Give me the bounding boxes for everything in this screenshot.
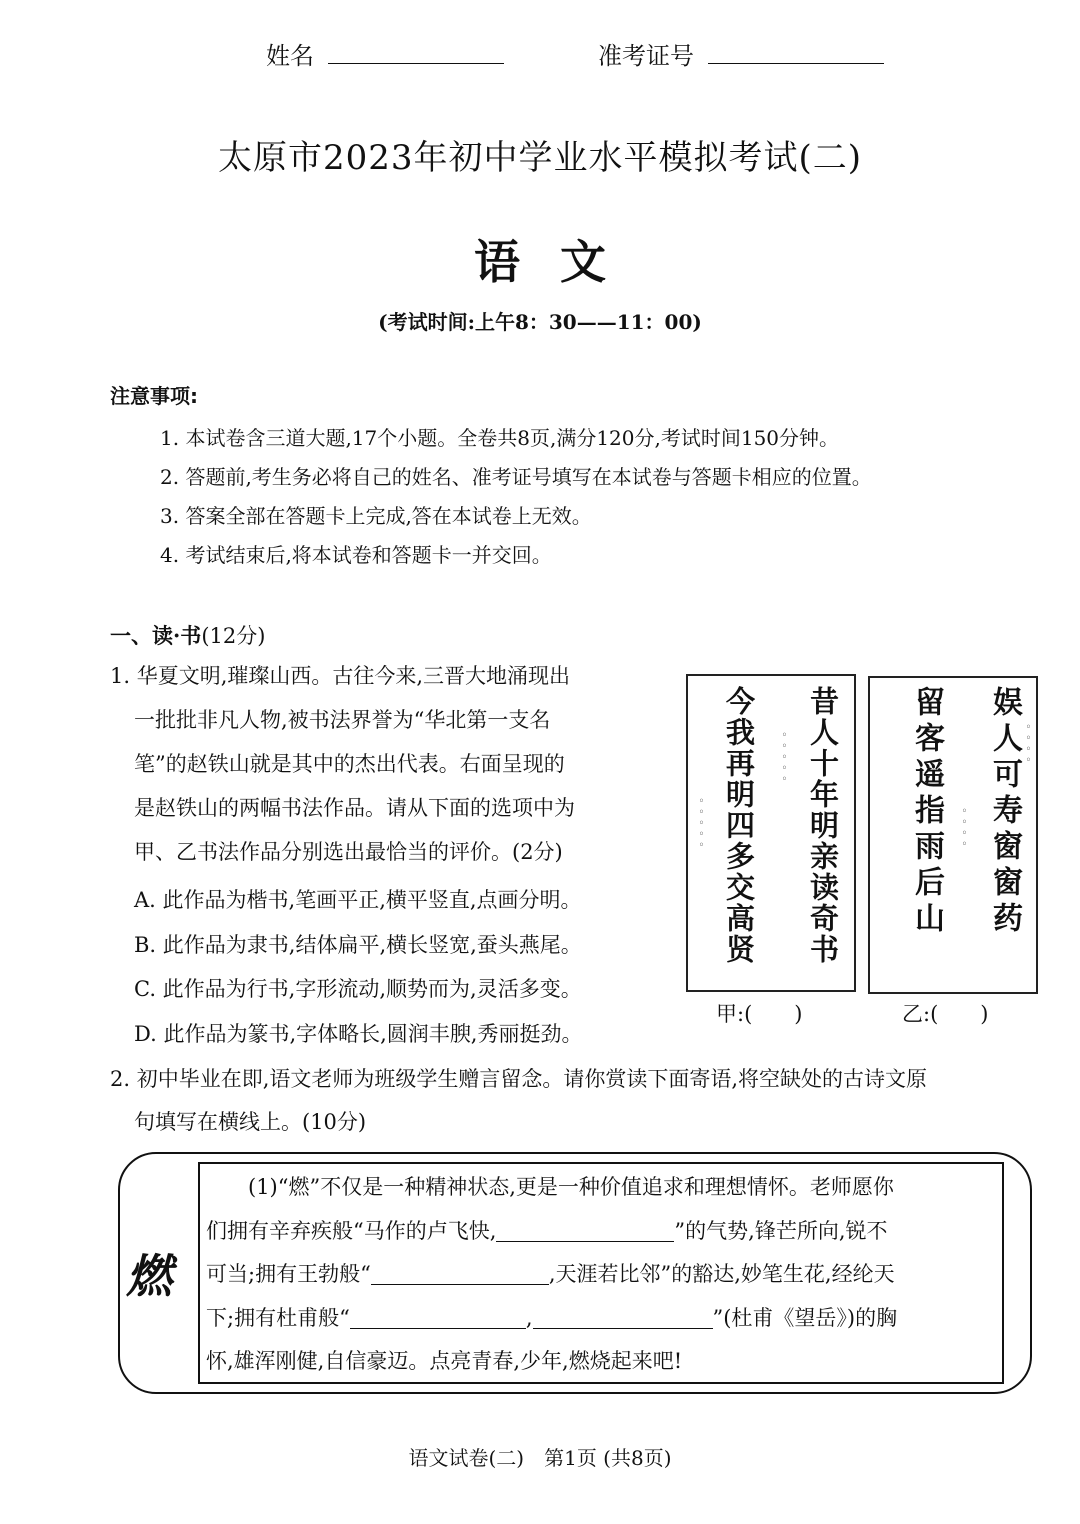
note-item: 2. 答题前,考生务必将自己的姓名、准考证号填写在本试卷与答题卡相应的位置。	[160, 465, 872, 489]
calligraphy-work-yi	[868, 676, 1038, 994]
yi-right-column: 娱人可寿窗窗药	[987, 686, 1022, 938]
candidate-info-row	[0, 36, 1080, 76]
page-footer: 语文试卷(二) 第1页 (共8页)	[408, 1446, 672, 1470]
option-c: C. 此作品为行书,字形流动,顺势而为,灵活多变。	[134, 977, 582, 1001]
name-label: 姓名	[266, 42, 314, 70]
message-text	[206, 1166, 996, 1384]
q1-line: 笔”的赵铁山就是其中的杰出代表。右面呈现的	[134, 752, 565, 776]
answer-blank-4[interactable]	[533, 1307, 713, 1329]
subject-title: 语文	[474, 235, 646, 289]
message-segment: ”的气势,锋芒所向,锐不	[674, 1218, 888, 1243]
section-title: 一、读·书	[110, 623, 202, 648]
name-field[interactable]	[266, 36, 504, 71]
q1-line: 一批批非凡人物,被书法界誉为“华北第一支名	[134, 708, 551, 732]
message-segment: 下;拥有杜甫般“	[206, 1305, 350, 1330]
question-2-stem	[110, 1058, 1040, 1144]
yi-inscription-seal: ◦◦◦◦	[1023, 722, 1034, 766]
q2-line: 句填写在横线上。(10分)	[134, 1110, 367, 1134]
note-item: 3. 答案全部在答题卡上完成,答在本试卷上无效。	[160, 504, 592, 528]
q1-line: 甲、乙书法作品分别选出最恰当的评价。(2分)	[134, 840, 563, 864]
message-line	[206, 1210, 996, 1254]
name-blank[interactable]	[328, 63, 504, 64]
message-segment: ,	[525, 1305, 533, 1330]
jia-signature-seal: ◦◦◦◦◦	[696, 796, 707, 851]
message-segment: ”(杜甫《望岳》)的胸	[712, 1305, 898, 1330]
yi-signature-seal: ◦◦◦◦	[959, 806, 970, 850]
burn-character: 燃	[126, 1249, 172, 1303]
notes-title: 注意事项:	[110, 384, 198, 408]
exam-id-label: 准考证号	[598, 42, 694, 70]
question-1-stem	[110, 654, 640, 874]
calligraphy-work-jia	[686, 674, 856, 992]
section-heading	[110, 620, 265, 650]
note-item: 4. 考试结束后,将本试卷和答题卡一并交回。	[160, 543, 552, 567]
message-line: (1)“燃”不仅是一种精神状态,更是一种价值追求和理想情怀。老师愿你	[248, 1175, 894, 1199]
message-segment: 可当;拥有王勃般“	[206, 1262, 371, 1286]
caption-yi: 乙:( )	[902, 1002, 989, 1026]
message-segment: 们拥有辛弃疾般“马作的卢飞快,	[206, 1218, 497, 1243]
q1-line: 是赵铁山的两幅书法作品。请从下面的选项中为	[134, 796, 575, 820]
message-line: 怀,雄浑刚健,自信豪迈。点亮青春,少年,燃烧起来吧!	[206, 1349, 683, 1373]
q2-line: 2. 初中毕业在即,语文老师为班级学生赠言留念。请你赏读下面寄语,将空缺处的古诗文原	[110, 1067, 928, 1091]
exam-time: (考试时间:上午8：30——11：00)	[378, 310, 702, 334]
message-line	[206, 1297, 996, 1341]
jia-inscription-seal: ◦◦◦◦◦	[779, 730, 790, 785]
answer-blank-1[interactable]	[496, 1220, 674, 1242]
message-segment: ,天涯若比邻”的豁达,妙笔生花,经纶天	[548, 1262, 895, 1286]
exam-id-blank[interactable]	[708, 63, 884, 64]
exam-title: 太原市2023年初中学业水平模拟考试(二)	[217, 138, 863, 178]
note-item: 1. 本试卷含三道大题,17个小题。全卷共8页,满分120分,考试时间150分钟。	[160, 426, 840, 450]
caption-jia: 甲:( )	[716, 1002, 803, 1026]
section-score: (12分)	[201, 624, 266, 648]
yi-left-column: 留客遥指雨后山	[909, 686, 944, 938]
jia-left-column: 今我再明四多交高贤	[722, 686, 756, 965]
option-a: A. 此作品为楷书,笔画平正,横平竖直,点画分明。	[134, 888, 582, 912]
answer-blank-3[interactable]	[350, 1307, 526, 1329]
answer-blank-2[interactable]	[371, 1263, 549, 1285]
q1-line: 1. 华夏文明,璀璨山西。古往今来,三晋大地涌现出	[110, 664, 571, 688]
option-b: B. 此作品为隶书,结体扁平,横长竖宽,蚕头燕尾。	[134, 933, 582, 957]
exam-id-field[interactable]	[598, 36, 884, 71]
option-d: D. 此作品为篆书,字体略长,圆润丰腴,秀丽挺劲。	[134, 1022, 583, 1046]
message-line	[206, 1253, 996, 1297]
jia-right-column: 昔人十年明亲读奇书	[806, 686, 840, 965]
